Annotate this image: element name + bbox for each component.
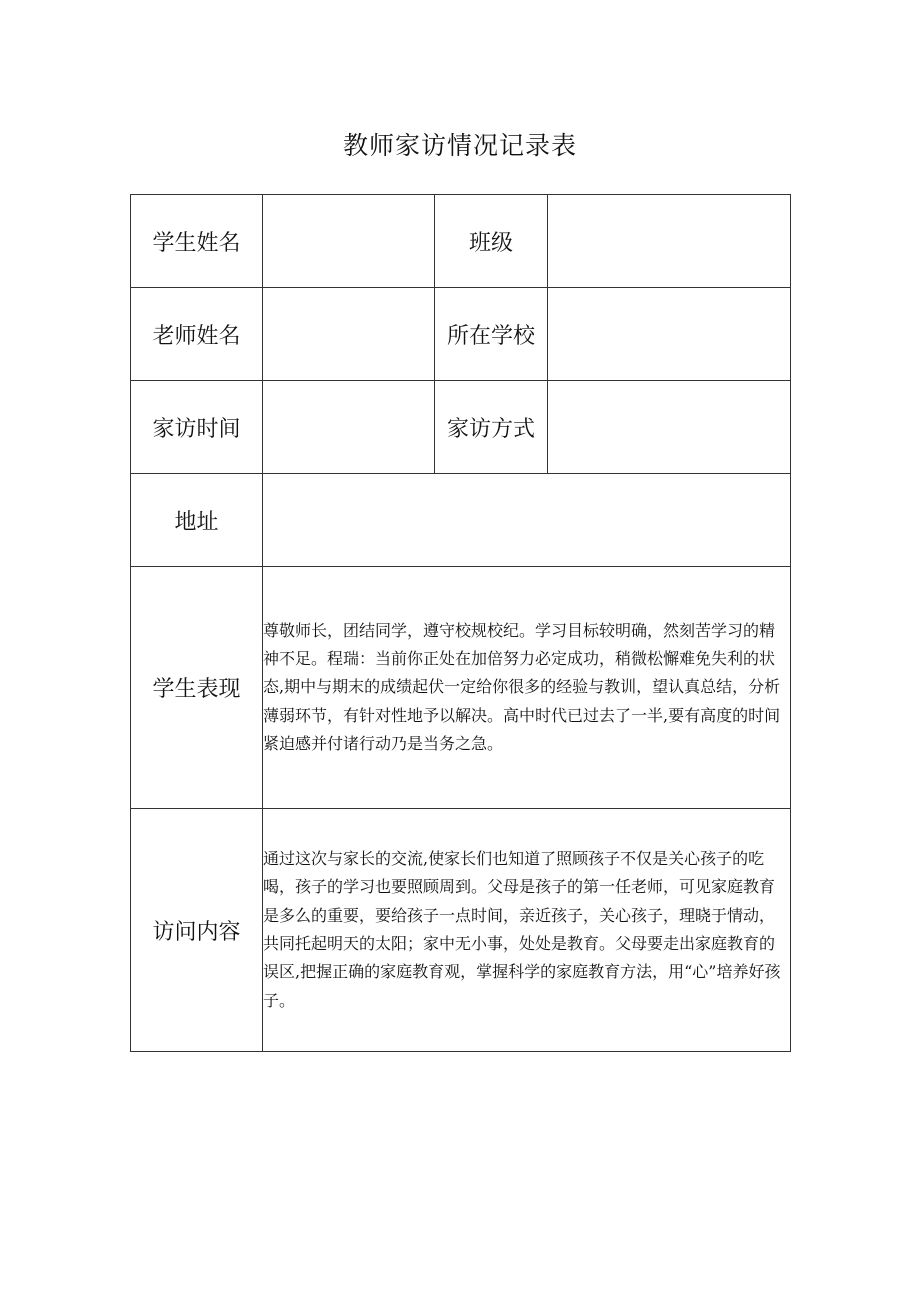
visit-content-label: 访问内容 <box>131 809 263 1052</box>
performance-text: 尊敬师长，团结同学，遵守校规校纪。学习目标较明确，然刻苦学习的精神不足。程瑞：当前你正处在加倍努力必定成功，稍微松懈难免失利的状态,期中与期末的成绩起伏一定给你很多的经验与教训，望认真总结，分析薄弱环节，有针对性地予以解决。高中时代已过去了一半,要有高度的时间紧迫感并付诸行动乃是当务之急。 <box>263 620 781 753</box>
row-visit-content <box>131 809 791 1052</box>
visit-content-text: 通过这次与家长的交流,使家长们也知道了照顾孩子不仅是关心孩子的吃喝，孩子的学习也要照顾周到。父母是孩子的第一任老师，可见家庭教育是多么的重要，要给孩子一点时间，亲近孩子，关心孩子，理晓于情动，共同托起明天的太阳；家中无小事，处处是教育。父母要走出家庭教育的误区,把握正确的家庭教育观，掌握科学的家庭教育方法，用“心”培养好孩子。 <box>263 849 781 1010</box>
visit-content-field[interactable] <box>263 809 791 1052</box>
row-student-performance <box>131 567 791 809</box>
document-title: 教师家访情况记录表 <box>342 131 577 160</box>
visit-time-label: 家访时间 <box>131 381 263 474</box>
class-label: 班级 <box>435 195 548 288</box>
address-label: 地址 <box>131 474 263 567</box>
visit-time-field[interactable] <box>263 381 435 474</box>
row-address <box>131 474 791 567</box>
row-student-class <box>131 195 791 288</box>
school-label: 所在学校 <box>435 288 548 381</box>
address-field[interactable] <box>263 474 791 567</box>
row-teacher-school <box>131 288 791 381</box>
row-visit-time-method <box>131 381 791 474</box>
student-name-field[interactable] <box>263 195 435 288</box>
home-visit-record-table <box>130 194 791 1052</box>
performance-label: 学生表现 <box>131 567 263 809</box>
school-field[interactable] <box>548 288 791 381</box>
student-name-label: 学生姓名 <box>131 195 263 288</box>
performance-field[interactable] <box>263 567 791 809</box>
visit-method-label: 家访方式 <box>435 381 548 474</box>
visit-method-field[interactable] <box>548 381 791 474</box>
class-field[interactable] <box>548 195 791 288</box>
teacher-name-label: 老师姓名 <box>131 288 263 381</box>
teacher-name-field[interactable] <box>263 288 435 381</box>
